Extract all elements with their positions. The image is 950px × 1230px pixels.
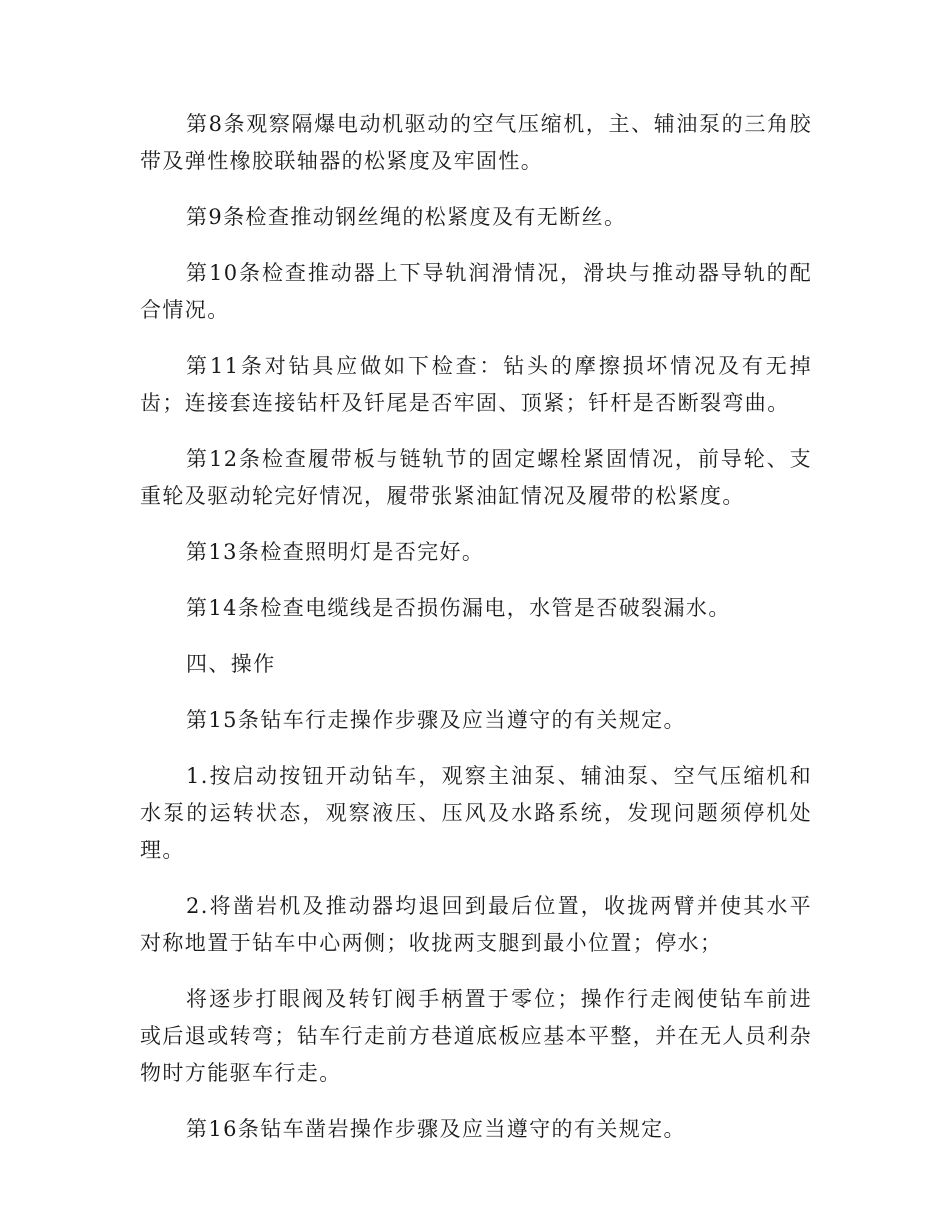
step-2-paragraph: 2.将凿岩机及推动器均退回到最后位置，收拢两臂并使其水平对称地置于钻车中心两侧；收拢两支腿到最小位置；停水； (140, 894, 812, 955)
article-15-paragraph: 第15条钻车行走操作步骤及应当遵守的有关规定。 (186, 708, 686, 732)
step-1-paragraph: 1.按启动按钮开动钻车，观察主油泵、辅油泵、空气压缩机和水泵的运转状态，观察液压、压风及水路系统，发现问题须停机处理。 (140, 764, 812, 862)
article-10-paragraph: 第10条检查推动器上下导轨润滑情况，滑块与推动器导轨的配合情况。 (140, 261, 812, 322)
article-12-paragraph: 第12条检查履带板与链轨节的固定螺栓紧固情况，前导轮、支重轮及驱动轮完好情况，履带张紧油缸情况及履带的松紧度。 (140, 447, 812, 508)
article-16-paragraph: 第16条钻车凿岩操作步骤及应当遵守的有关规定。 (186, 1117, 686, 1141)
section-heading-operation: 四、操作 (186, 652, 276, 676)
step-2-continued-paragraph: 将逐步打眼阀及转钉阀手柄置于零位；操作行走阀使钻车前进或后退或转弯；钻车行走前方巷道底板应基本平整，并在无人员利杂物时方能驱车行走。 (140, 987, 812, 1085)
article-13-paragraph: 第13条检查照明灯是否完好。 (186, 540, 485, 564)
article-9-paragraph: 第9条检查推动钢丝绳的松紧度及有无断丝。 (186, 205, 627, 229)
article-11-paragraph: 第11条对钻具应做如下检查：钻头的摩擦损坏情况及有无掉齿；连接套连接钻杆及钎尾是否牢固、顶紧；钎杆是否断裂弯曲。 (140, 354, 812, 415)
document-body (140, 106, 812, 1167)
article-14-paragraph: 第14条检查电缆线是否损伤漏电，水管是否破裂漏水。 (186, 596, 731, 620)
article-8-paragraph: 第8条观察隔爆电动机驱动的空气压缩机，主、辅油泵的三角胶带及弹性橡胶联轴器的松紧度及牢固性。 (140, 112, 812, 173)
